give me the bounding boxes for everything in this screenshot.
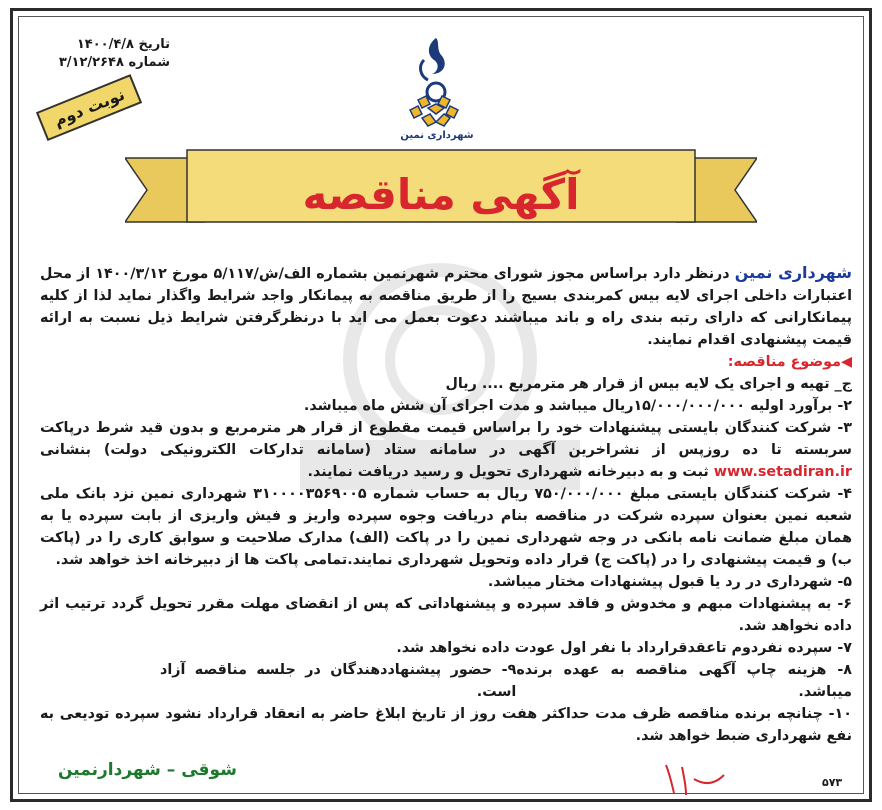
list-item: ۹- حضور پیشنهاددهندگان در جلسه مناقصه آزاد است. bbox=[160, 662, 517, 700]
number-line: شماره ۳/۱۲/۲۶۴۸ bbox=[58, 55, 170, 70]
list-item: ۸- هزینه چاپ آگهی مناقصه به عهده برنده میباشد. bbox=[516, 662, 852, 700]
signature-line: شوقی – شهردارنمین bbox=[58, 760, 237, 780]
list-item: ۵- شهرداری در رد یا قبول پیشنهادات مختار میباشد. bbox=[487, 574, 852, 590]
round-badge: نوبت دوم bbox=[36, 74, 143, 141]
list-item: ۲- برآورد اولیه ۱۵/۰۰۰/۰۰۰/۰۰۰ریال میباشد و مدت اجرای آن شش ماه میباشد. bbox=[303, 398, 852, 414]
list-item-pair bbox=[40, 659, 852, 703]
list-item: ج_ تهیه و اجرای یک لایه بیس از قرار هر مترمربع .... ریال bbox=[445, 376, 852, 392]
subject-heading: ◀موضوع مناقصه: bbox=[727, 354, 852, 370]
website-link[interactable]: www.setadiran.ir bbox=[713, 464, 852, 480]
notice-title: آگهی مناقصه bbox=[302, 170, 580, 219]
logo-caption: شهرداری نمین bbox=[400, 130, 474, 141]
intro-text: درنظر دارد براساس مجوز شورای محترم شهرنمین بشماره الف/ش/۵/۱۱۷ مورخ ۱۴۰۰/۳/۱۲ از محل اعتبارات داخلی اجرای لایه بیس کمربندی بسیج را از طریق مناقصه به پیمانکار واجد شرایط واگذار نماید لذا از کلیه پیمانکارانی که دارای رتبه بندی راه و باند میباشند دعوت بعمل می اید با درنظرگرفتن شرایط ذیل نسبت به ارائه قیمت پیشنهادی اقدام نمایند. bbox=[40, 266, 852, 348]
municipality-logo-icon bbox=[388, 30, 484, 140]
list-item: ۴- شرکت کنندگان بایستی مبلغ ۷۵۰/۰۰۰/۰۰۰ ریال به حساب شماره ۳۱۰۰۰۰۳۵۶۹۰۰۵ شهرداری نمین نزد بانک ملی شعبه نمین بعنوان سپرده شرکت در مناقصه بنام دریافت وجوه سپرده واریز و فیش واریزی از بابت سپرده یا به همان مبلغ ضمانت نامه بانکی در وجه شهرداری نمین را در پاکت (الف) مدارک صلاحیت و سوابق کاری را در (پاکت ب) و قیمت پیشنهادی را در (پاکت ج) قرار داده وتحویل شهرداری نمایند.تمامی پاکت ها از دبیرخانه اخذ خواهد شد. bbox=[40, 486, 852, 568]
notice-body bbox=[40, 262, 852, 747]
page-number: ۵۷۳ bbox=[822, 776, 843, 789]
reference-block bbox=[40, 36, 170, 72]
date-line: تاریخ ۱۴۰۰/۴/۸ bbox=[76, 37, 170, 52]
list-item: ۳- شرکت کنندگان بایستی پیشنهادات خود را براساس قیمت مقطوع از قرار هر مترمربع و بدون قید شرط درپاکت سربسته تا ده روزپس از نشراخرین آگهی در سامانه ستاد (سامانه تدارکات الکترونیکی دولت) بنشانی www.setadiran.ir ثبت و به دبیرخانه شهرداری تحویل و رسید دریافت نمایند. bbox=[40, 420, 852, 480]
list-item: ۱۰- چنانچه برنده مناقصه ظرف مدت حداکثر هفت روز از تاریخ ابلاغ حاضر به انعقاد قرارداد نشود سپرده تودیعی به نفع شهرداری ضبط خواهد شد. bbox=[40, 706, 852, 744]
list-item: ۷- سپرده نفردوم تاعقدقرارداد با نفر اول عودت داده نخواهد شد. bbox=[396, 640, 852, 656]
organization-name: شهرداری نمین bbox=[734, 263, 852, 282]
list-item: ۶- به پیشنهادات مبهم و مخدوش و فاقد سپرده و پیشنهاداتی که پس از انقضای مهلت مقرر تحویل گردد ترتیب اثر داده نخواهد شد. bbox=[40, 596, 852, 634]
intro-paragraph bbox=[40, 262, 852, 351]
handwritten-mark-icon bbox=[660, 755, 730, 797]
